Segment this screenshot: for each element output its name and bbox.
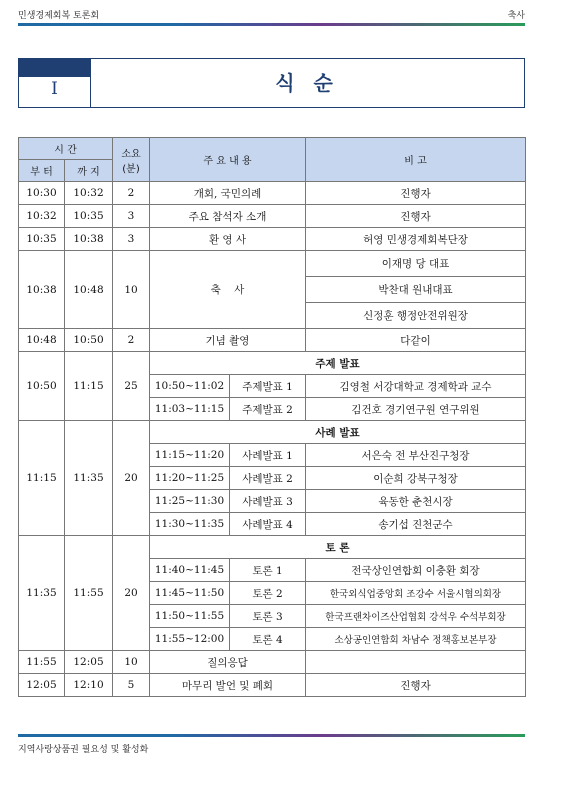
cell-content: 주요 참석자 소개: [150, 205, 306, 228]
cell-note: 진행자: [306, 674, 526, 697]
cell-from: 11:35: [19, 536, 65, 651]
cell-subtime: 11:03~11:15: [150, 398, 230, 421]
cell-sublabel: 사례발표 1: [230, 444, 306, 467]
cell-to: 11:15: [65, 352, 113, 421]
cell-sublabel: 사례발표 4: [230, 513, 306, 536]
header-content: 주 요 내 용: [150, 138, 306, 182]
section-heading: 토 론: [150, 536, 526, 559]
cell-content: 기념 촬영: [150, 329, 306, 352]
cell-sublabel: 토론 4: [230, 628, 306, 651]
cell-content: 질의응답: [150, 651, 306, 674]
cell-presenter: 서은숙 전 부산진구청장: [306, 444, 526, 467]
cell-duration: 3: [113, 228, 150, 251]
cell-from: 10:50: [19, 352, 65, 421]
cell-from: 10:35: [19, 228, 65, 251]
cell-sublabel: 주제발표 1: [230, 375, 306, 398]
cell-sublabel: 토론 3: [230, 605, 306, 628]
section-title-box: [18, 58, 525, 108]
cell-note: 진행자: [306, 182, 526, 205]
cell-content: 마무리 발언 및 폐회: [150, 674, 306, 697]
table-row: [19, 205, 526, 228]
table-row: [19, 651, 526, 674]
header-divider: [18, 23, 525, 26]
footer-title: 지역사랑상품권 필요성 및 활성화: [18, 745, 149, 755]
cell-presenter: 한국외식업중앙회 조강수 서울시협의회장: [306, 582, 526, 605]
section-number-band: [19, 59, 90, 77]
cell-presenter: 송기섭 진천군수: [306, 513, 526, 536]
cell-duration: 25: [113, 352, 150, 421]
cell-duration: 20: [113, 421, 150, 536]
cell-duration: 3: [113, 205, 150, 228]
cell-subtime: 11:20~11:25: [150, 467, 230, 490]
cell-presenter: 김영철 서강대학교 경제학과 교수: [306, 375, 526, 398]
cell-to: 11:55: [65, 536, 113, 651]
cell-to: 10:35: [65, 205, 113, 228]
cell-from: 10:48: [19, 329, 65, 352]
cell-subtime: 11:45~11:50: [150, 582, 230, 605]
footer-divider: [18, 734, 525, 737]
schedule-table: [18, 137, 526, 697]
cell-to: 12:10: [65, 674, 113, 697]
cell-content: 환 영 사: [150, 228, 306, 251]
section-title: 식 순: [275, 71, 339, 95]
cell-presenter: 전국상인연합회 이충환 회장: [306, 559, 526, 582]
cell-sublabel: 토론 1: [230, 559, 306, 582]
cell-to: 10:50: [65, 329, 113, 352]
cell-from: 10:30: [19, 182, 65, 205]
cell-to: 10:32: [65, 182, 113, 205]
cell-to: 10:48: [65, 251, 113, 329]
table-row: [19, 352, 526, 375]
cell-from: 10:32: [19, 205, 65, 228]
cell-note: [306, 651, 526, 674]
cell-duration: 2: [113, 329, 150, 352]
cell-note: 진행자: [306, 205, 526, 228]
header-from: 부 터: [19, 160, 65, 182]
cell-note: 신정훈 행정안전위원장: [306, 303, 526, 329]
section-number-box: [19, 59, 91, 107]
cell-subtime: 11:25~11:30: [150, 490, 230, 513]
cell-duration: 10: [113, 651, 150, 674]
cell-presenter: 한국프랜차이즈산업협회 강석우 수석부회장: [306, 605, 526, 628]
section-heading: 주제 발표: [150, 352, 526, 375]
cell-presenter: 소상공인연합회 차남수 정책홍보본부장: [306, 628, 526, 651]
header-right-title: 축사: [507, 11, 525, 21]
cell-subtime: 11:15~11:20: [150, 444, 230, 467]
cell-subtime: 11:55~12:00: [150, 628, 230, 651]
cell-subtime: 11:50~11:55: [150, 605, 230, 628]
header-duration: 소요 (분): [113, 138, 150, 182]
table-row: [19, 674, 526, 697]
cell-duration: 20: [113, 536, 150, 651]
cell-sublabel: 사례발표 2: [230, 467, 306, 490]
table-row: [19, 182, 526, 205]
cell-subtime: 10:50~11:02: [150, 375, 230, 398]
cell-from: 10:38: [19, 251, 65, 329]
cell-from: 11:55: [19, 651, 65, 674]
cell-to: 10:38: [65, 228, 113, 251]
header-note: 비 고: [306, 138, 526, 182]
section-heading: 사례 발표: [150, 421, 526, 444]
cell-subtime: 11:40~11:45: [150, 559, 230, 582]
cell-duration: 2: [113, 182, 150, 205]
header-left-title: 민생경제회복 토론회: [18, 11, 100, 21]
cell-to: 11:35: [65, 421, 113, 536]
table-row: [19, 536, 526, 559]
cell-note: 이재명 당 대표: [306, 251, 526, 277]
cell-note: 박찬대 원내대표: [306, 277, 526, 303]
cell-duration: 5: [113, 674, 150, 697]
cell-presenter: 김건호 경기연구원 연구위원: [306, 398, 526, 421]
cell-note: 다같이: [306, 329, 526, 352]
cell-content: 축 사: [150, 251, 306, 329]
cell-to: 12:05: [65, 651, 113, 674]
cell-duration: 10: [113, 251, 150, 329]
table-row: [19, 329, 526, 352]
table-row: [19, 228, 526, 251]
table-row: [19, 421, 526, 444]
cell-presenter: 이순희 강북구청장: [306, 467, 526, 490]
cell-from: 11:15: [19, 421, 65, 536]
cell-presenter: 육동한 춘천시장: [306, 490, 526, 513]
cell-subtime: 11:30~11:35: [150, 513, 230, 536]
header-time: 시 간: [19, 138, 113, 160]
cell-note: 허영 민생경제회복단장: [306, 228, 526, 251]
cell-from: 12:05: [19, 674, 65, 697]
cell-sublabel: 주제발표 2: [230, 398, 306, 421]
cell-sublabel: 토론 2: [230, 582, 306, 605]
cell-sublabel: 사례발표 3: [230, 490, 306, 513]
table-row: [19, 251, 526, 277]
header-to: 까 지: [65, 160, 113, 182]
table-header-row: [19, 138, 526, 160]
section-number: I: [51, 79, 58, 99]
cell-content: 개회, 국민의례: [150, 182, 306, 205]
